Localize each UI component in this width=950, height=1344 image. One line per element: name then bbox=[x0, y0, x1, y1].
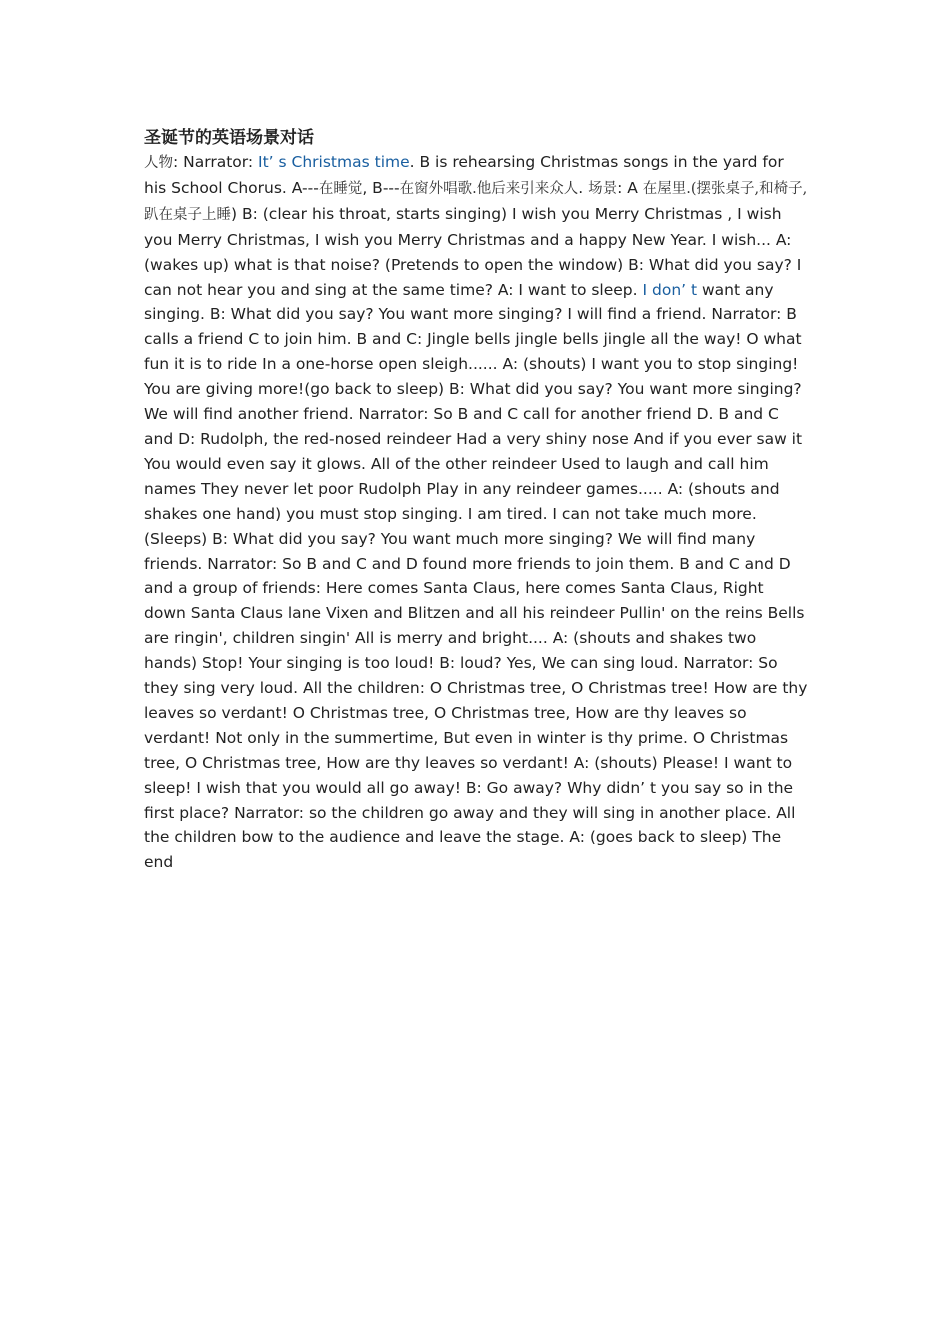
text-segment: : Narrator: bbox=[173, 153, 259, 171]
document-content bbox=[144, 126, 808, 875]
text-segment: : A bbox=[617, 178, 643, 197]
text-segment: 在睡觉 bbox=[318, 180, 363, 197]
text-segment: . B is rehearsing Christmas songs in the yard for his School Chorus. A--- bbox=[144, 153, 784, 197]
link-i-dont[interactable]: I don’ t bbox=[642, 280, 698, 299]
text-segment: . bbox=[578, 178, 589, 197]
page-title: 圣诞节的英语场景对话 bbox=[144, 128, 314, 148]
text-segment: 场景 bbox=[588, 180, 618, 197]
text-segment: 在窗外唱歌.他后来引来众人 bbox=[399, 180, 579, 197]
link-christmas-time[interactable]: It’ s Christmas time bbox=[258, 153, 410, 171]
text-segment: 人物 bbox=[144, 155, 173, 171]
dialogue-paragraph bbox=[144, 150, 808, 875]
text-segment: 在屋里.(摆张桌子,和椅子,趴在桌子上睡 bbox=[144, 180, 808, 223]
text-segment: want any singing. B: What did you say? You want more singing? I will find a friend. Narrator: B calls a friend C to join him. B and C: Jingle bells jingle bells jingle all the way! O what fun it is to ride In a one-horse open sleigh...... A: (shouts) I want you to stop singing! You are giving more!(go back to sleep) B: What did you say? You want more singing? We will find another friend. Narrator: So B and C call for another friend D. B and C and D: Rudolph, the red-nosed reindeer Had a very shiny nose And if you ever saw it You would even say it glows. All of the other reindeer Used to laugh and call him names They never let poor Rudolph Play in any reindeer games..... A: (shouts and shakes one hand) you must stop singing. I am tired. I can not take much more. (Sleeps) B: What did you say? You want much more singing? We will find many friends. Narrator: So B and C and D found more friends to join them. B and C and D and a group of friends: Here comes Santa Claus, here comes Santa Claus, Right down Santa Claus lane Vixen and Blitzen and all his reindeer Pullin' on the reins Bells are ringin', children singin' All is merry and bright.... A: (shouts and shakes two hands) Stop! Your singing is too loud! B: loud? Yes, We can sing loud. Narrator: So they sing very loud. All the children: O Christmas tree, O Christmas tree! How are thy leaves so verdant! O Christmas tree, O Christmas tree, How are thy leaves so verdant! Not only in the summertime, But even in winter is thy prime. O Christmas tree, O Christmas tree, How are thy leaves so verdant! A: (shouts) Please! I want to sleep! I wish that you would all go away! B: Go away? Why didn’ t you say so in the first place? Narrator: so the children go away and they will sing in another place. All the children bow to the audience and leave the stage. A: (goes back to sleep) The end bbox=[144, 280, 808, 872]
text-segment: , B--- bbox=[362, 178, 400, 197]
text-segment: ) B: (clear his throat, starts singing) I wish you Merry Christmas , I wish you Merry Christmas, I wish you Merry Christmas and a happy New Year. I wish... A: (wakes up) what is that noise? (Pretends to open the window) B: What did you say? I can not hear you and sing at the same time? A: I want to sleep. bbox=[144, 204, 802, 299]
